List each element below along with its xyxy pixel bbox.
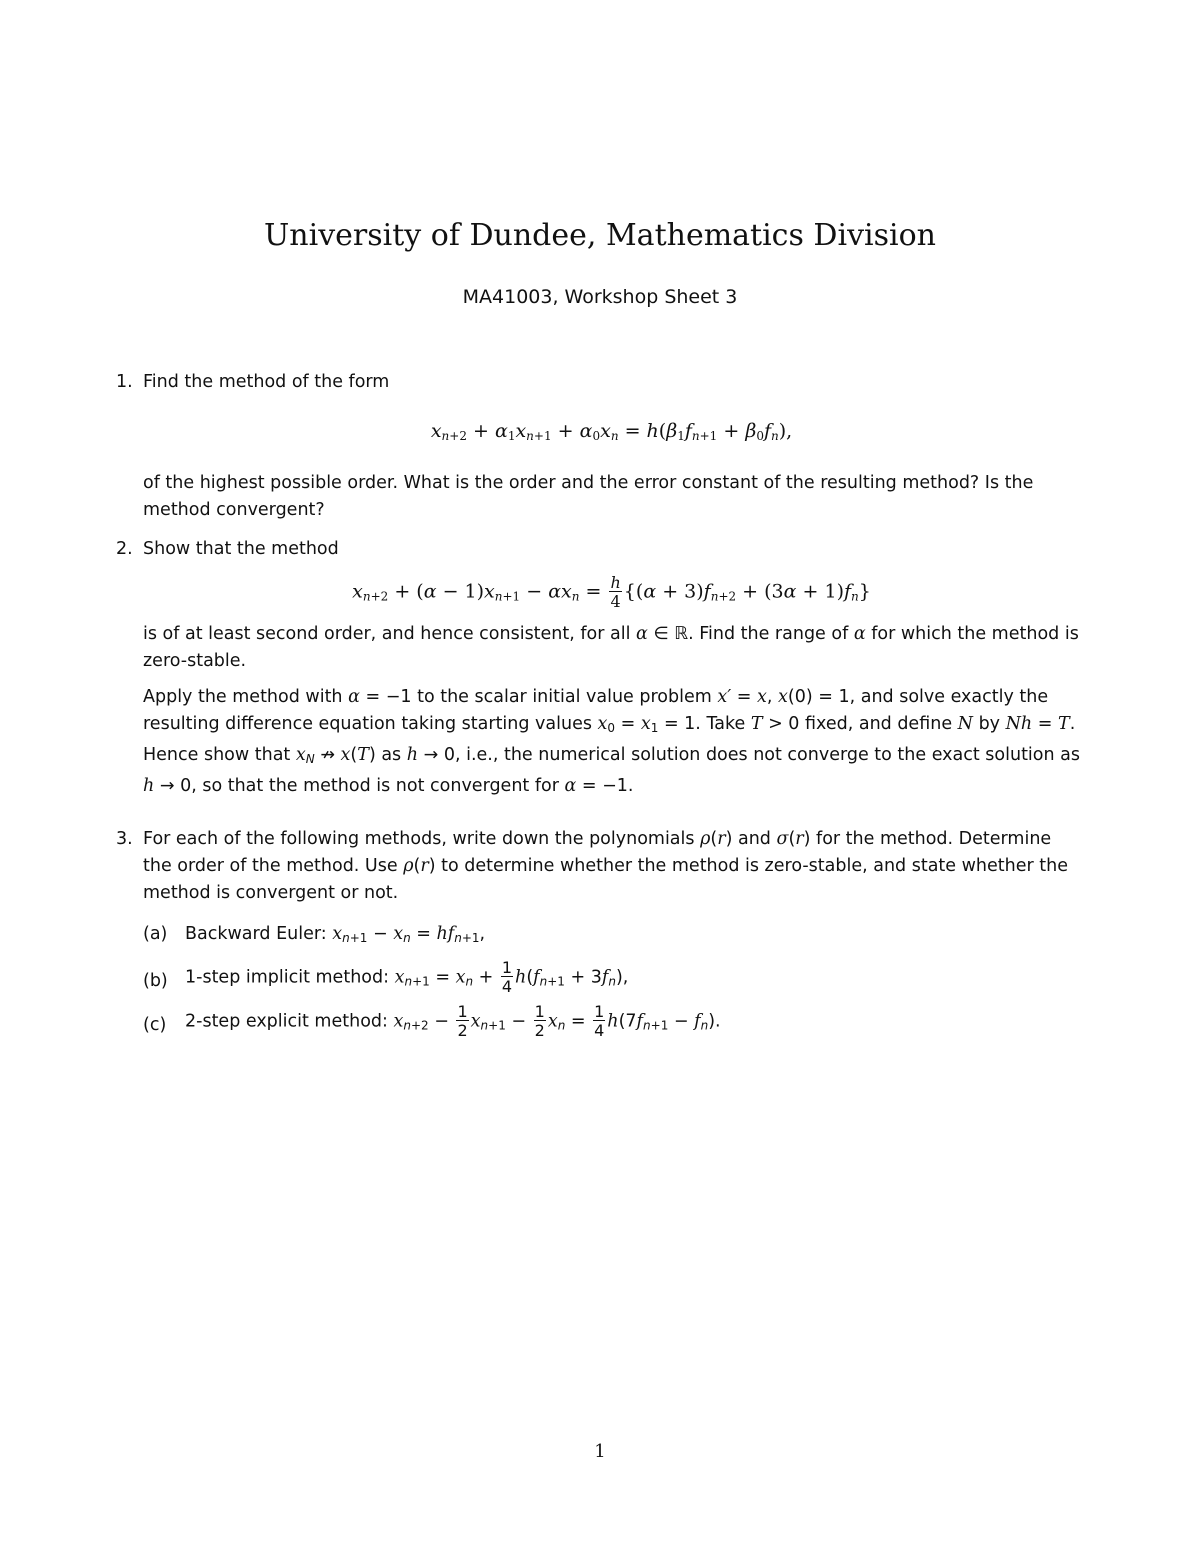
question-number: 1.: [116, 372, 133, 392]
question-text: Find the method of the form: [143, 372, 390, 392]
part-text: 1-step implicit method:: [185, 967, 389, 988]
question-text: Apply the method with α = −1 to the scalar initial value problem x′ = x, x(0) = 1, and solve exactly the resulting difference equation taking starting values x0 = x1 = 1. Take T > 0 fixed, and define N by Nh = T. Hence show that $x_N$ ↛ x(T) as h → 0, i.e., the numerical solution does not converge to the exact solution as h → 0, so that the method is not convergent for α = −1.: [143, 686, 1080, 796]
part-label: (b): [143, 971, 168, 991]
equation-method: $x_n+2 + (\alpha - 1)x_n+1 - \alpha x_n$ = $\frac{h}{4}$ $\{(\alpha + 3)f_n+2 + (3\alpha + 1)f_n\}$: [352, 573, 871, 611]
part-text: Backward Euler:: [185, 924, 327, 944]
question-2: [116, 536, 1080, 800]
part-label: (a): [143, 924, 168, 944]
part-c: (c) 2-step explicit method: $x_n+2$ − $\frac{1}{2}$ $x_n+1$ − $\frac{1}{2}$ $x_n$ = $\frac{1}{4}$ $h(7f_n+1 - f_n)$.: [143, 1001, 721, 1040]
question-text: For each of the following methods, write down the polynomials ρ(r) and σ(r) for the method. Determine the order of the method. Use ρ(r) to determine whether the method is zero-stable, and state whether the method is convergent or not.: [143, 829, 1068, 903]
part-b: (b) 1-step implicit method: $x_n+1 = x_n$ + $\frac{1}{4}$ $h(f_n+1 + 3f_n)$,: [143, 958, 629, 996]
part-label: (c): [143, 1014, 167, 1035]
question-text: is of at least second order, and hence consistent, for all α ∈ ℝ. Find the range of α for which the method is zero-stable.: [143, 623, 1079, 671]
question-text: Show that the method: [143, 539, 339, 559]
page-number: 1: [594, 1441, 606, 1462]
part-text: 2-step explicit method:: [185, 1011, 388, 1031]
question-number: 3.: [116, 829, 133, 849]
question-text: of the highest possible order. What is the order and the error constant of the resulting method? Is the method convergent?: [143, 473, 1034, 520]
question-3: [116, 826, 1080, 1039]
equation-general-form: $x_n+2 + \alpha 1x_n+1 + \alpha 0x_n = h(\beta 1f_n+1 + \beta 0f_n)$,: [430, 420, 793, 443]
page-title: University of Dundee, Mathematics Division: [264, 218, 936, 253]
question-1: [116, 369, 1080, 524]
page-subtitle: MA41003, Workshop Sheet 3: [462, 286, 738, 308]
part-a: (a) Backward Euler: $x_n+1 - x_n = hf_n+1$,: [143, 921, 1080, 952]
question-number: 2.: [116, 539, 133, 559]
